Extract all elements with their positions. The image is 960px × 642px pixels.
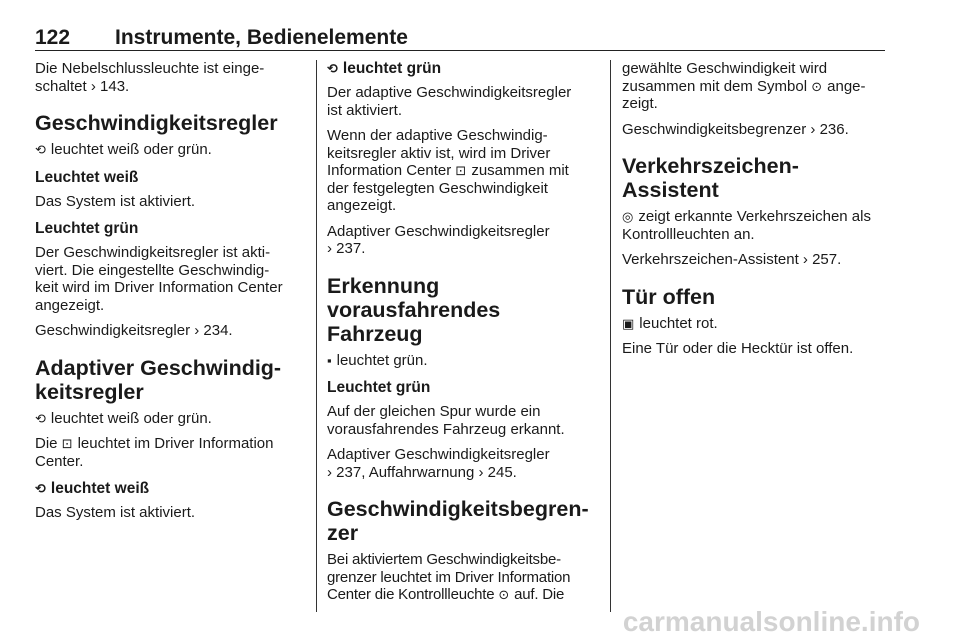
- door-icon: ▣: [622, 315, 635, 331]
- ref-traffic-sign: Verkehrszeichen-Assistent › 257.: [622, 251, 842, 268]
- limiter-text: Bei aktiviertem Geschwindigkeitsbe- grenzer leuchtet im Driver Information Center die Kontrollleuchte ⊙ auf. Die: [327, 551, 571, 603]
- adaptive-active-text: Wenn der adaptive Geschwindig- keitsregler aktiv ist, wird im Driver Information Center ⊡ zusammen mit der festgelegten Geschwindigkeit angezeigt.: [327, 127, 569, 214]
- heading-green: Leuchtet grün: [35, 220, 139, 237]
- watermark: carmanualsonline.info: [622, 606, 920, 637]
- column-divider: [610, 60, 611, 612]
- column-2: [327, 60, 597, 612]
- intro-text: Die Nebelschlussleuchte ist einge- schaltet › 143.: [35, 60, 265, 95]
- ref-limiter: Geschwindigkeitsbegrenzer › 236.: [622, 120, 849, 138]
- adaptive-dic: Die ⊡ leuchtet im Driver Information Center.: [35, 435, 274, 470]
- heading-adaptive-white: ⟲ leuchtet weiß: [35, 480, 150, 497]
- door-text: Eine Tür oder die Hecktür ist offen.: [622, 340, 854, 357]
- heading-white: Leuchtet weiß: [35, 168, 139, 186]
- page-header: [35, 22, 885, 50]
- page-number: 122: [35, 26, 71, 49]
- speed-control-icon: ⟲: [35, 481, 46, 496]
- heading-traffic-sign: Verkehrszeichen-Assistent: [622, 154, 799, 202]
- vehicle-icon: ▪: [327, 352, 332, 368]
- adaptive-green-text: Der adaptive Geschwindigkeitsregler ist aktiviert.: [327, 84, 572, 119]
- white-text: Das System ist aktiviert.: [35, 192, 196, 210]
- detection-desc: ▪ leuchtet grün.: [327, 351, 428, 369]
- traffic-sign-icon: ◎: [622, 209, 634, 224]
- page-title: Instrumente, Bedienelemente: [115, 26, 408, 49]
- column-divider: [316, 60, 317, 612]
- speed-control-icon: ⟲: [35, 410, 46, 426]
- speed-control-desc: ⟲ leuchtet weiß oder grün.: [35, 141, 212, 158]
- adaptive-desc: ⟲ leuchtet weiß oder grün.: [35, 409, 212, 427]
- limiter-icon: ⊙: [811, 78, 823, 94]
- car-speed-icon: ⊡: [61, 436, 73, 451]
- limiter-icon: ⊙: [498, 587, 510, 602]
- ref-adaptive-collision: Adaptiver Geschwindigkeitsregler › 237, Auffahrwarnung › 245.: [327, 446, 550, 481]
- heading-detection: Erkennung vorausfahrendes Fahrzeug: [327, 273, 501, 346]
- header-rule: [35, 50, 885, 51]
- traffic-sign-desc: ◎ zeigt erkannte Verkehrszeichen als Kontrollleuchten an.: [622, 208, 871, 243]
- heading-adaptive-green: ⟲ leuchtet grün: [327, 60, 442, 77]
- limiter-cont-text: gewählte Geschwindigkeit wird zusammen mit dem Symbol ⊙ ange- zeigt.: [622, 60, 866, 112]
- column-3: [622, 60, 892, 366]
- speed-control-icon: ⟲: [35, 142, 46, 157]
- car-speed-icon: ⊡: [455, 163, 467, 178]
- adaptive-white-text: Das System ist aktiviert.: [35, 504, 196, 521]
- heading-adaptive: Adaptiver Geschwindig- keitsregler: [35, 355, 282, 404]
- heading-detect-green: Leuchtet grün: [327, 379, 431, 396]
- ref-speed-control: Geschwindigkeitsregler › 234.: [35, 322, 233, 339]
- column-1: [35, 60, 305, 530]
- ref-adaptive: Adaptiver Geschwindigkeitsregler › 237.: [327, 222, 550, 257]
- green-text: Der Geschwindigkeitsregler ist akti- viert. Die eingestellte Geschwindig- keit wird im Driver Information Center angezeigt.: [35, 244, 283, 314]
- heading-limiter: Geschwindigkeitsbegren- zer: [327, 497, 589, 545]
- heading-door-open: Tür offen: [622, 284, 716, 309]
- door-desc: ▣ leuchtet rot.: [622, 314, 718, 332]
- detect-green-text: Auf der gleichen Spur wurde ein vorausfahrendes Fahrzeug erkannt.: [327, 403, 565, 438]
- speed-control-icon: ⟲: [327, 61, 338, 76]
- heading-speed-control: Geschwindigkeitsregler: [35, 111, 278, 135]
